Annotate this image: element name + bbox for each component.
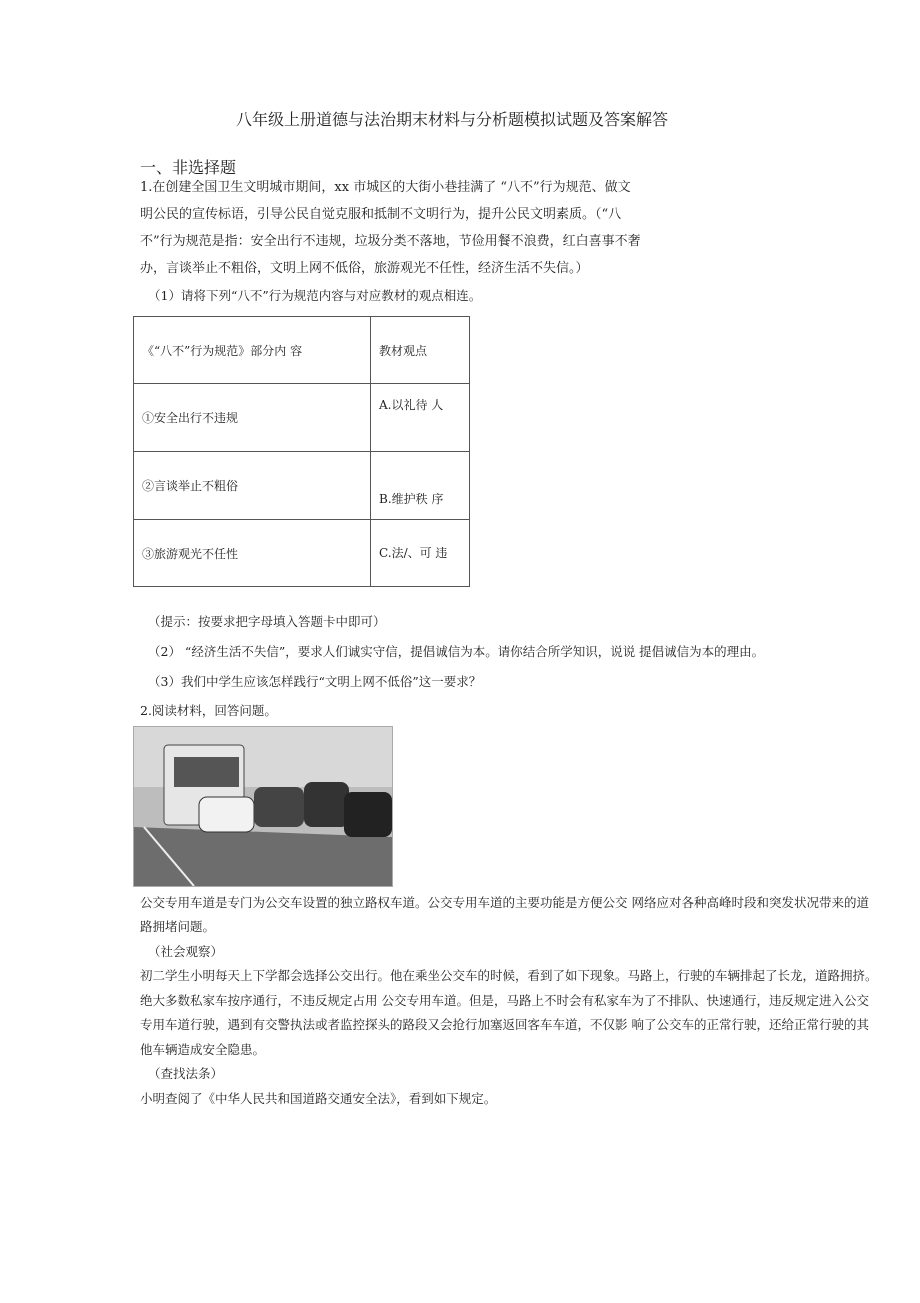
- q2-paragraph: 初二学生小明每天上下学都会选择公交出行。他在乘坐公交车的时候，看到了如下现象。马路上，行驶的车辆排起了长龙，道路拥挤。: [140, 968, 878, 983]
- q1-sub3: （3）我们中学生应该怎样践行“文明上网不低俗”这一要求？: [148, 674, 482, 689]
- q1-line: 不”行为规范是指：安全出行不违规，垃圾分类不落地，节俭用餐不浪费，红白喜事不奢: [140, 234, 641, 249]
- table-header: 教材观点: [371, 317, 470, 384]
- table-cell: ②言谈举止不粗俗: [134, 452, 371, 520]
- traffic-photo: [133, 726, 393, 887]
- q2-paragraph: 他车辆造成安全隐患。: [140, 1042, 266, 1057]
- table-header: 《“八不”行为规范》部分内 容: [134, 317, 371, 384]
- q2-paragraph: 路拥堵问题。: [140, 919, 216, 934]
- q2-law-label: （查找法条）: [148, 1066, 224, 1081]
- q1-line: 明公民的宣传标语，引导公民自觉克服和抵制不文明行为，提升公民文明素质。（“八: [140, 207, 622, 222]
- q1-line: 1.在创建全国卫生文明城市期间，xx 市城区的大街小巷挂满了 “八不”行为规范、做文: [140, 180, 631, 195]
- q2-observation-label: （社会观察）: [148, 944, 224, 959]
- q2-intro: 2.阅读材料，回答问题。: [140, 703, 277, 718]
- q1-hint: （提示：按要求把字母填入答题卡中即可）: [148, 614, 386, 629]
- q2-paragraph: 专用车道行驶，遇到有交警执法或者监控探头的路段又会抢行加塞返回客车车道，不仅影 响了公交车的正常行驶，还给正常行驶的其: [140, 1017, 869, 1032]
- q1-sub2: （2） “经济生活不失信”，要求人们诚实守信，提倡诚信为本。请你结合所学知识，说说 提倡诚信为本的理由。: [148, 644, 765, 659]
- table-cell: ③旅游观光不任性: [134, 520, 371, 587]
- table-cell: B.维护秩 序: [371, 452, 470, 520]
- document-title: 八年级上册道德与法治期末材料与分析题模拟试题及答案解答: [236, 110, 669, 129]
- section-heading: 一、非选择题: [140, 158, 237, 177]
- q2-paragraph: 绝大多数私家车按序通行，不违反规定占用 公交专用车道。但是，马路上不时会有私家车为了不排队、快速通行，违反规定进入公交: [140, 993, 869, 1008]
- q1-line: 办，言谈举止不粗俗，文明上网不低俗，旅游观光不任性，经济生活不失信。）: [140, 261, 589, 276]
- q1-sub1: （1）请将下列“八不”行为规范内容与对应教材的观点相连。: [148, 288, 482, 303]
- table-cell: ①安全出行不违规: [134, 384, 371, 452]
- table-cell: A.以礼待 人: [371, 384, 470, 452]
- table-cell: C.法/、可 违: [371, 520, 470, 587]
- q2-paragraph: 小明查阅了《中华人民共和国道路交通安全法》，看到如下规定。: [140, 1091, 497, 1106]
- matching-table: [133, 316, 470, 587]
- q2-paragraph: 公交专用车道是专门为公交车设置的独立路权车道。公交专用车道的主要功能是方便公交 网络应对各种高峰时段和突发状况带来的道: [140, 895, 869, 910]
